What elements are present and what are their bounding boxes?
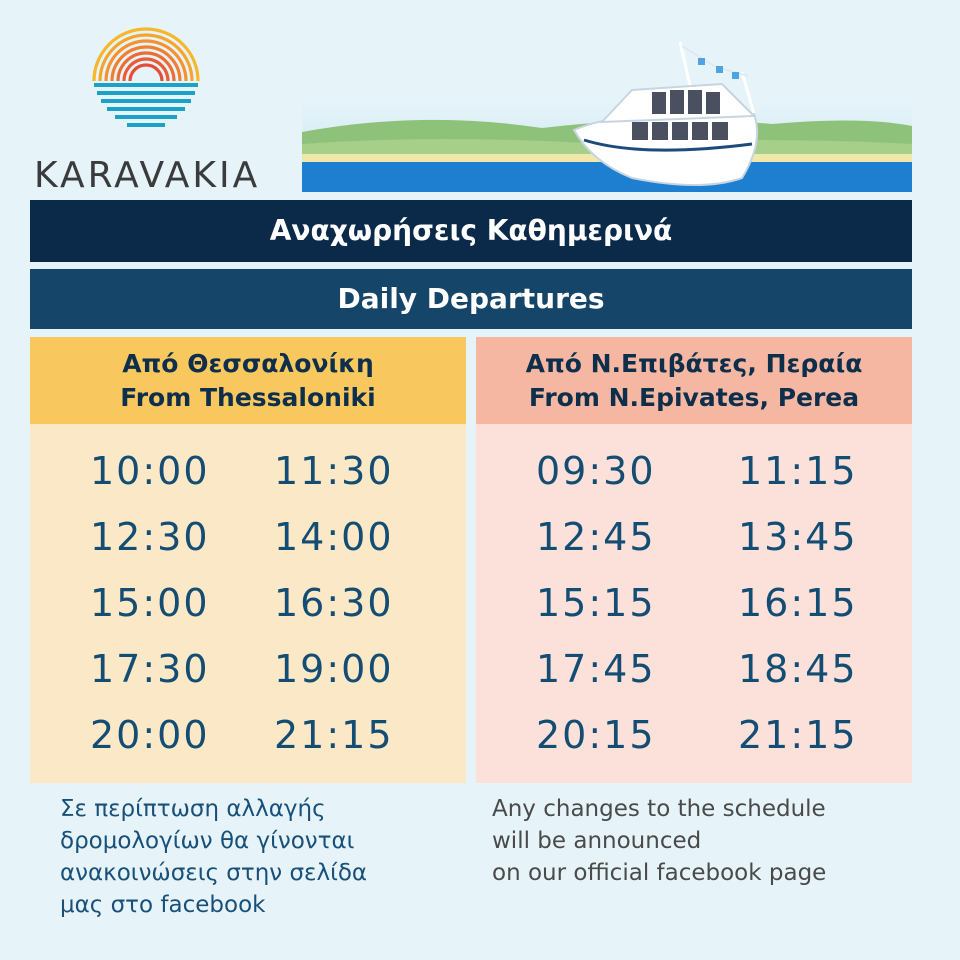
schedule-epivates — [476, 337, 912, 783]
schedule-thessaloniki — [30, 337, 466, 783]
note-line: Σε περίπτωση αλλαγής — [60, 796, 326, 822]
departure-time: 15:15 — [536, 581, 656, 625]
note-line: will be announced — [492, 828, 702, 854]
departure-time: 16:30 — [274, 581, 394, 625]
departure-time: 12:30 — [90, 515, 210, 559]
column-title-english: From N.Epivates, Perea — [528, 382, 860, 412]
note-line: ανακοινώσεις στην σελίδα — [60, 860, 368, 886]
departure-time: 21:15 — [274, 713, 394, 757]
schedule-change-note-english — [492, 793, 932, 889]
schedule-change-note-greek — [60, 793, 460, 921]
note-line: on our official facebook page — [492, 860, 827, 886]
title-greek: Αναχωρήσεις Καθημερινά — [30, 200, 912, 262]
departure-time: 19:00 — [274, 647, 394, 691]
departure-time: 20:15 — [536, 713, 656, 757]
departure-time: 17:45 — [536, 647, 656, 691]
logo — [30, 25, 270, 195]
column-title-greek: Από Θεσσαλονίκη — [122, 348, 374, 378]
brand-name: KARAVAKIA — [34, 155, 261, 196]
departure-time: 09:30 — [536, 449, 656, 493]
departure-time: 14:00 — [274, 515, 394, 559]
sunset-sea-logo-icon — [90, 25, 202, 137]
departure-time: 16:15 — [738, 581, 858, 625]
departure-time: 20:00 — [90, 713, 210, 757]
departure-time: 12:45 — [536, 515, 656, 559]
departure-time: 11:30 — [274, 449, 394, 493]
departure-time: 21:15 — [738, 713, 858, 757]
column-title-greek: Από Ν.Επιβάτες, Περαία — [525, 348, 863, 378]
departure-time: 18:45 — [738, 647, 858, 691]
title-english: Daily Departures — [30, 269, 912, 329]
column-header-epivates — [476, 337, 912, 424]
column-header-thessaloniki — [30, 337, 466, 424]
departure-time: 13:45 — [738, 515, 858, 559]
boat-banner-illustration — [302, 32, 912, 192]
note-line: δρομολογίων θα γίνονται — [60, 828, 355, 854]
note-line: Any changes to the schedule — [492, 796, 826, 822]
departure-time: 11:15 — [738, 449, 858, 493]
departure-time: 15:00 — [90, 581, 210, 625]
departure-time: 17:30 — [90, 647, 210, 691]
note-line: μας στο facebook — [60, 892, 266, 918]
departure-time: 10:00 — [90, 449, 210, 493]
column-title-english: From Thessaloniki — [120, 382, 376, 412]
